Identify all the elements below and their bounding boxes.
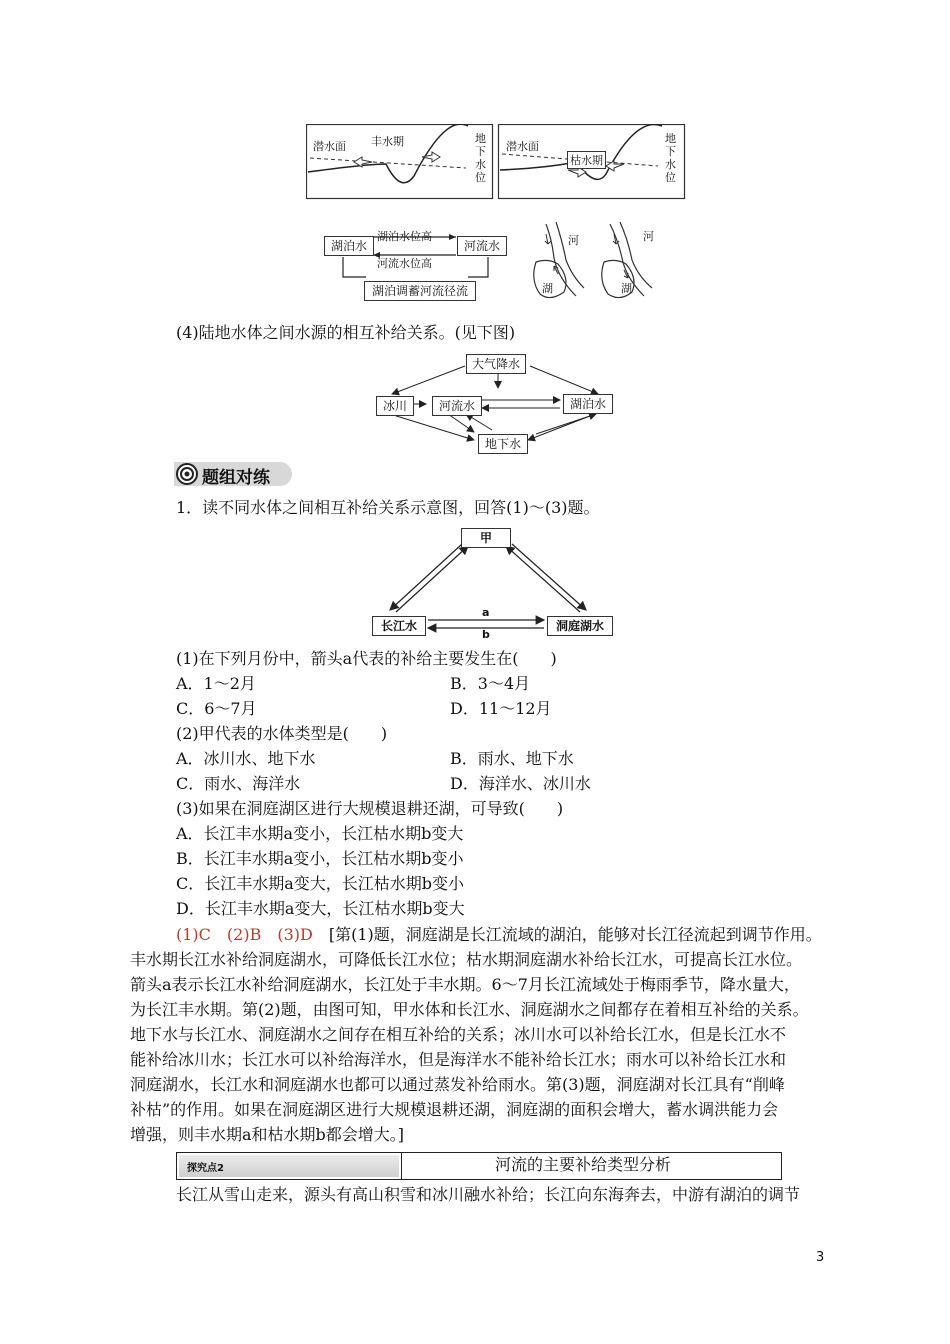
option-c: C．雨水、海洋水 xyxy=(176,774,301,793)
node-yangtze: 长江水 xyxy=(372,616,426,636)
groundwater-level-label-left: 地 下 水 位 xyxy=(475,132,486,184)
explanation-line: 丰水期长江水补给洞庭湖水，可降低长江水位；枯水期洞庭湖水补给长江水，可提高长江水位。 xyxy=(130,950,803,969)
river-water-box-cycle: 河流水 xyxy=(432,396,482,416)
option-d: D．海洋水、冰川水 xyxy=(450,774,591,793)
arrow-b-label: b xyxy=(482,628,490,641)
arrow-a-label: a xyxy=(482,606,490,619)
explanation-line: 洞庭湖水，长江水和洞庭湖水也都可以通过蒸发补给雨水。第(3)题，洞庭湖对长江具有“削峰 xyxy=(130,1075,785,1094)
explanation-line: 地下水与长江水、洞庭湖水之间存在相互补给的关系；冰川水可以补给长江水，但是长江水不 xyxy=(130,1025,787,1044)
explore-tag: 探究点2 xyxy=(187,1163,224,1174)
node-jia: 甲 xyxy=(461,528,511,548)
question-stem: (1)在下列月份中，箭头a代表的补给主要发生在( ) xyxy=(176,649,557,668)
explanation-body xyxy=(130,947,830,1147)
explore-tag-bg xyxy=(179,1155,399,1177)
node-dongting: 洞庭湖水 xyxy=(547,616,613,636)
question-stem: (3)如果在洞庭湖区进行大规模退耕还湖，可导致( ) xyxy=(176,799,564,818)
option-a: A．1～2月 xyxy=(176,674,256,693)
explanation-line: 能补给冰川水；长江水可以补给海洋水，但是海洋水不能补给长江水；雨水可以补给长江水和 xyxy=(130,1050,787,1069)
answer-line xyxy=(176,922,822,947)
explanation-line: 补枯”的作用。如果在洞庭湖区进行大规模退耕还湖，洞庭湖的面积会增大，蓄水调洪能力会 xyxy=(130,1100,779,1119)
explanation-line: 箭头a表示长江水补给洞庭湖水，长江处于丰水期。6～7月长江流域处于梅雨季节，降水量大， xyxy=(130,975,800,994)
lake-water-box: 湖泊水 xyxy=(324,236,374,256)
option-b: B．长江丰水期a变小，长江枯水期b变小 xyxy=(176,849,464,868)
explanation-line: 增强，则丰水期a和枯水期b都会增大。] xyxy=(130,1125,405,1144)
option-d: D．11～12月 xyxy=(450,699,552,718)
river-level-high-text: 河流水位高 xyxy=(377,257,432,270)
option-a: A．冰川水、地下水 xyxy=(176,749,316,768)
lake-water-box-cycle: 湖泊水 xyxy=(563,394,613,414)
option-b: B．雨水、地下水 xyxy=(450,749,574,768)
target-icon xyxy=(176,463,198,485)
answer-key: (1)C (2)B (3)D xyxy=(176,925,313,944)
lake-label-left: 湖 xyxy=(542,282,553,295)
explore-title: 河流的主要补给类型分析 xyxy=(495,1155,672,1174)
river-label-right: 河 xyxy=(643,230,654,243)
question-stem: (2)甲代表的水体类型是( ) xyxy=(176,724,388,743)
option-d: D．长江丰水期a变大，长江枯水期b变大 xyxy=(176,899,465,918)
river-water-box: 河流水 xyxy=(457,236,507,256)
option-c: C．6～7月 xyxy=(176,699,257,718)
groundwater-box: 地下水 xyxy=(478,434,528,454)
groundwater-diagram xyxy=(306,124,686,200)
dry-season-label: 枯水期 xyxy=(567,151,606,169)
option-c: C．长江丰水期a变大，长江枯水期b变小 xyxy=(176,874,465,893)
page-number: 3 xyxy=(816,1250,825,1265)
option-a: A．长江丰水期a变小，长江枯水期b变大 xyxy=(176,824,464,843)
flood-season-label: 丰水期 xyxy=(371,135,404,148)
water-table-label-right: 潜水面 xyxy=(506,140,539,153)
explore-divider xyxy=(401,1153,402,1179)
explore-header xyxy=(176,1152,782,1180)
lake-label-right: 湖 xyxy=(621,282,632,295)
lake-regulates-runoff-box: 湖泊调蓄河流径流 xyxy=(364,281,476,301)
glacier-box: 冰川 xyxy=(376,396,414,416)
river-label-left: 河 xyxy=(568,234,579,247)
explanation-line: 为长江丰水期。第(2)题，由图可知，甲水体和长江水、洞庭湖水之间都存在着相互补给的关系。 xyxy=(130,1000,809,1019)
last-paragraph-line: 长江从雪山走来，源头有高山积雪和冰川融水补给；长江向东海奔去，中游有湖泊的调节 xyxy=(176,1185,801,1204)
option-b: B．3～4月 xyxy=(450,674,531,693)
section-title: 题组对练 xyxy=(202,468,270,488)
precipitation-box: 大气降水 xyxy=(466,354,526,374)
lake-level-high-text: 湖泊水位高 xyxy=(377,230,432,243)
section-header xyxy=(174,462,292,486)
explanation-line: [第(1)题，洞庭湖是长江流域的湖泊，能够对长江径流起到调节作用。 xyxy=(328,925,822,944)
item-4-text: (4)陆地水体之间水源的相互补给关系。(见下图) xyxy=(176,323,516,342)
question-intro: 1．读不同水体之间相互补给关系示意图，回答(1)～(3)题。 xyxy=(176,498,600,517)
groundwater-level-label-right: 地 下 水 位 xyxy=(665,132,676,184)
water-table-label-left: 潜水面 xyxy=(313,140,346,153)
